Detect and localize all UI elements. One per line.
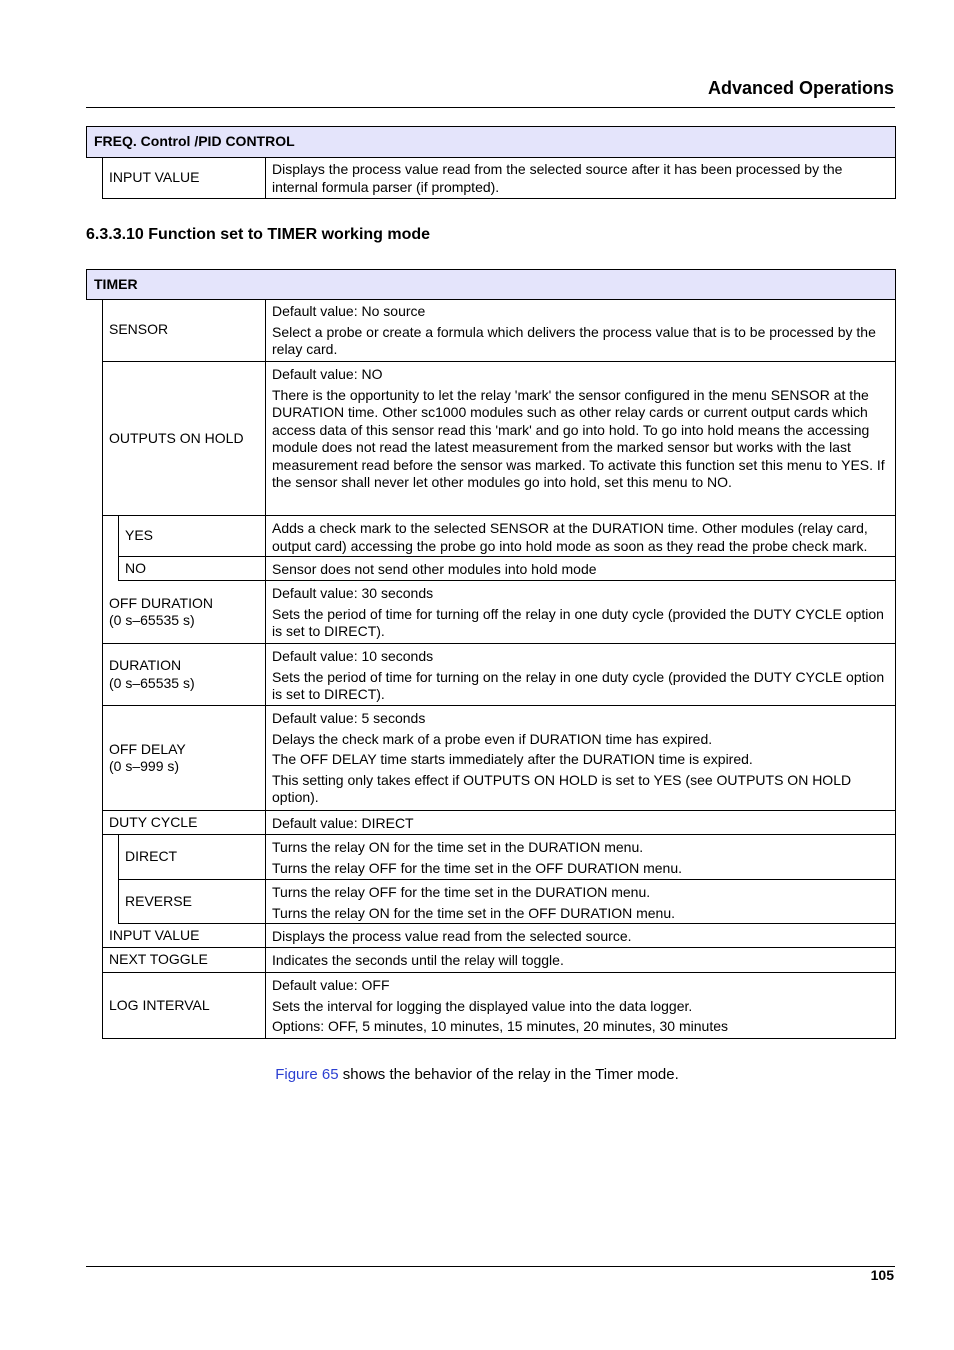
freq-control-table bbox=[86, 126, 896, 199]
row-label-line: (0 s–999 s) bbox=[109, 758, 180, 774]
group-border bbox=[102, 516, 118, 581]
description-paragraph: The OFF DELAY time starts immediately after the DURATION time is expired. bbox=[272, 751, 753, 767]
group-border bbox=[102, 835, 118, 924]
row-label bbox=[118, 516, 265, 557]
row-label-line: REVERSE bbox=[125, 892, 192, 909]
description-paragraph: Default value: OFF bbox=[272, 977, 390, 993]
row-label bbox=[102, 811, 265, 835]
figure-caption bbox=[0, 1066, 954, 1083]
row-label-line: INPUT VALUE bbox=[109, 168, 200, 185]
description-paragraph: Sets the period of time for turning on the relay in one duty cycle (provided the DUTY CYCLE option is set to DIRECT). bbox=[272, 668, 885, 702]
description-paragraph: Sensor does not send other modules into hold mode bbox=[272, 561, 597, 577]
row-label-line: OUTPUTS ON HOLD bbox=[109, 429, 244, 446]
row-label bbox=[118, 557, 265, 581]
row-description bbox=[265, 557, 896, 581]
description-paragraph: Select a probe or create a formula which delivers the process value that is to be processed by the relay card. bbox=[272, 323, 876, 357]
row-label-line: DURATION bbox=[109, 657, 182, 673]
description-paragraph: Default value: NO bbox=[272, 366, 383, 382]
row-label-line: YES bbox=[125, 527, 154, 544]
section-heading: 6.3.3.10 Function set to TIMER working mode bbox=[86, 226, 431, 243]
row-label-line: DIRECT bbox=[125, 848, 178, 865]
timer-table bbox=[86, 269, 896, 1039]
row-description bbox=[265, 299, 896, 362]
row-label bbox=[102, 924, 265, 948]
description-paragraph: Displays the process value read from the selected source after it has been processed by the internal formula parser (if prompted). bbox=[272, 161, 843, 195]
description-paragraph: Default value: DIRECT bbox=[272, 815, 414, 831]
description-paragraph: Default value: 5 seconds bbox=[272, 710, 426, 726]
description-paragraph: Turns the relay OFF for the time set in the DURATION menu. bbox=[272, 884, 651, 900]
row-label-line: LOG INTERVAL bbox=[109, 996, 210, 1013]
row-label-line: OFF DURATION bbox=[109, 594, 213, 611]
row-description bbox=[265, 811, 896, 835]
description-paragraph: Sets the interval for logging the displayed value into the data logger. bbox=[272, 997, 693, 1014]
header-rule bbox=[86, 107, 895, 108]
row-description bbox=[265, 973, 896, 1039]
freq-table-title: FREQ. Control /PID CONTROL bbox=[86, 126, 896, 158]
row-description bbox=[265, 644, 896, 706]
row-label bbox=[118, 880, 265, 924]
row-label bbox=[102, 973, 265, 1039]
row-description bbox=[265, 924, 896, 948]
row-label bbox=[102, 644, 265, 706]
row-label bbox=[102, 299, 265, 362]
row-label bbox=[102, 362, 265, 516]
row-description bbox=[265, 362, 896, 516]
row-label bbox=[118, 835, 265, 880]
description-paragraph: Displays the process value read from the selected source. bbox=[272, 928, 632, 944]
description-paragraph: Turns the relay ON for the time set in the DURATION menu. bbox=[272, 839, 644, 855]
row-description bbox=[265, 948, 896, 973]
description-paragraph: This setting only takes effect if OUTPUTS ON HOLD is set to YES (see OUTPUTS ON HOLD option). bbox=[272, 771, 852, 805]
figure-link[interactable]: Figure 65 bbox=[275, 1066, 339, 1083]
row-label-line: (0 s–65535 s) bbox=[109, 674, 195, 691]
description-paragraph: Turns the relay OFF for the time set in the OFF DURATION menu. bbox=[272, 859, 682, 876]
row-description bbox=[265, 157, 896, 199]
row-label-line: (0 s–65535 s) bbox=[109, 612, 195, 628]
description-paragraph: Default value: No source bbox=[272, 303, 426, 319]
footer-rule bbox=[86, 1266, 895, 1267]
row-label bbox=[102, 948, 265, 973]
row-label-line: INPUT VALUE bbox=[109, 926, 200, 943]
running-header-title: Advanced Operations bbox=[707, 78, 894, 98]
row-label-line: OFF DELAY bbox=[109, 740, 186, 757]
row-description bbox=[265, 880, 896, 924]
row-description bbox=[265, 706, 896, 811]
description-paragraph: Default value: 10 seconds bbox=[272, 648, 434, 664]
row-label-line: NO bbox=[125, 559, 146, 576]
timer-table-title: TIMER bbox=[86, 269, 896, 300]
caption-text: shows the behavior of the relay in the Timer mode. bbox=[338, 1066, 679, 1083]
row-description bbox=[265, 581, 896, 644]
row-label-line: SENSOR bbox=[109, 321, 169, 338]
row-label-line: NEXT TOGGLE bbox=[109, 951, 208, 968]
description-paragraph: Indicates the seconds until the relay will toggle. bbox=[272, 952, 564, 968]
row-description bbox=[265, 835, 896, 880]
description-paragraph: There is the opportunity to let the relay 'mark' the sensor configured in the menu SENSOR at the DURATION time. Other sc1000 modules such as other relay cards or current output cards which access data of this sensor read this 'mark' and go into hold. To go into hold means the accessing module does not read the latest measurement from the marked sensor but works with the last measurement read before the sensor was marked. To activate this function set this menu to YES. If the sensor shall never let other modules go into hold, set this menu to NO. bbox=[272, 386, 885, 490]
row-label bbox=[102, 706, 265, 811]
description-paragraph: Turns the relay ON for the time set in the OFF DURATION menu. bbox=[272, 904, 676, 921]
row-label-line: DUTY CYCLE bbox=[109, 813, 198, 830]
page-number: 105 bbox=[870, 1267, 894, 1283]
description-paragraph: Options: OFF, 5 minutes, 10 minutes, 15 minutes, 20 minutes, 30 minutes bbox=[272, 1018, 728, 1034]
description-paragraph: Sets the period of time for turning off the relay in one duty cycle (provided the DUTY CYCLE option is set to DIRECT). bbox=[272, 605, 884, 639]
description-paragraph: Default value: 30 seconds bbox=[272, 585, 434, 601]
description-paragraph: Adds a check mark to the selected SENSOR at the DURATION time. Other modules (relay card, output card) accessing the probe go into hold mode as soon as they read the probe check mark. bbox=[272, 520, 868, 554]
row-description bbox=[265, 516, 896, 557]
row-label bbox=[102, 581, 265, 644]
description-paragraph: Delays the check mark of a probe even if DURATION time has expired. bbox=[272, 730, 713, 747]
row-label bbox=[102, 157, 265, 199]
